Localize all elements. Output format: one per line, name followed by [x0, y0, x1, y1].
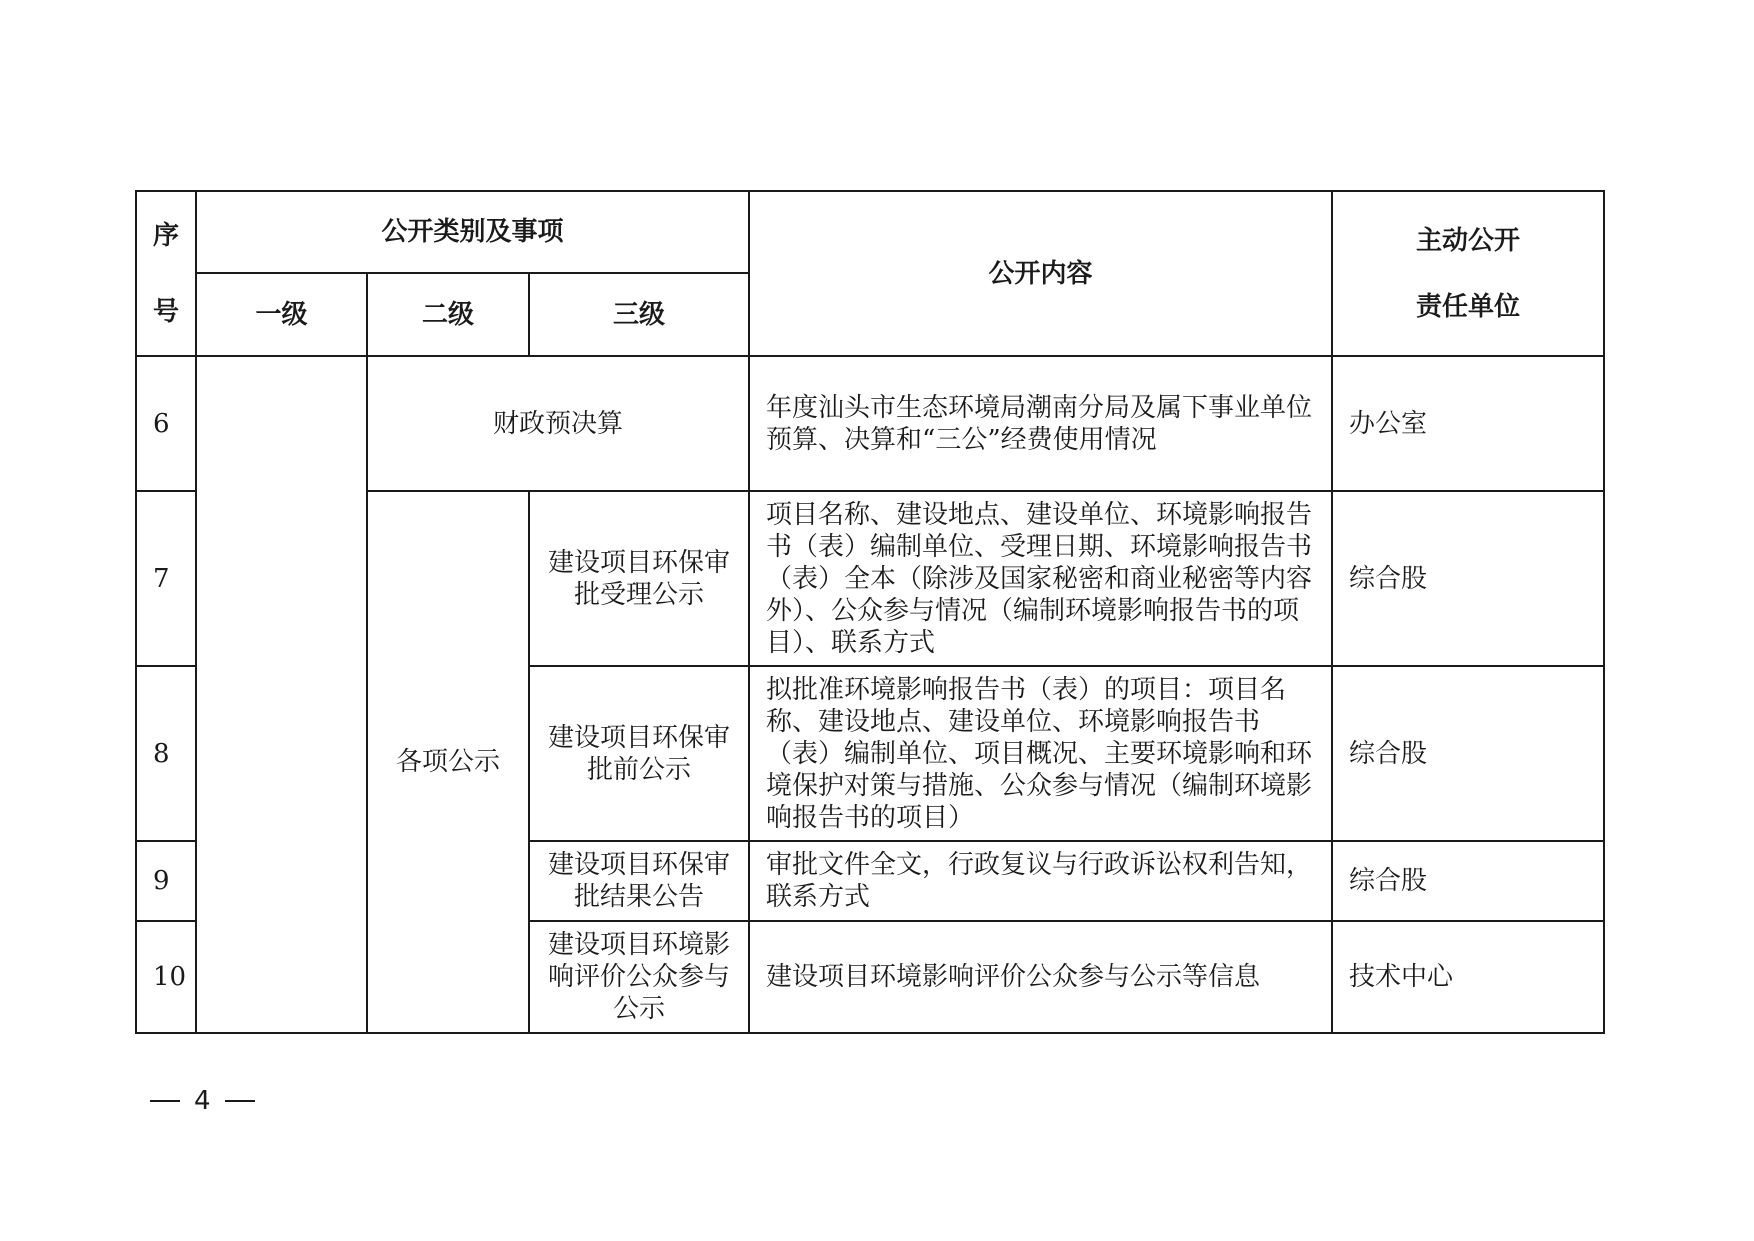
- disclosure-table: [135, 190, 1605, 1034]
- header-seq: [136, 191, 196, 356]
- row-number: 9: [136, 841, 196, 921]
- level3-cell: 建设项目环保审批前公示: [529, 666, 749, 841]
- table-row: [136, 356, 1604, 491]
- content-cell: 拟批准环境影响报告书（表）的项目：项目名称、建设地点、建设单位、环境影响报告书（表）编制单位、项目概况、主要环境影响和环境保护对策与措施、公众参与情况（编制环境影响报告书的项目）: [749, 666, 1332, 841]
- level2-cell: 财政预决算: [367, 356, 749, 491]
- row-number: 8: [136, 666, 196, 841]
- dash-right: [225, 1100, 255, 1102]
- header-seq-top: 序: [152, 220, 179, 251]
- unit-cell: 综合股: [1332, 491, 1604, 666]
- row-number: 10: [136, 921, 196, 1033]
- header-level2: 二级: [367, 273, 529, 356]
- header-level1: 一级: [196, 273, 367, 356]
- row-number: 6: [136, 356, 196, 491]
- level3-cell: 建设项目环保审批受理公示: [529, 491, 749, 666]
- level3-cell: 建设项目环保审批结果公告: [529, 841, 749, 921]
- level2-group-cell: 各项公示: [367, 491, 529, 1033]
- header-unit-top: 主动公开: [1416, 225, 1521, 256]
- header-category: 公开类别及事项: [196, 191, 749, 273]
- header-level3: 三级: [529, 273, 749, 356]
- page-footer: [150, 1086, 255, 1116]
- level1-cell: [196, 356, 367, 1033]
- header-content: 公开内容: [749, 191, 1332, 356]
- header-unit: [1332, 191, 1604, 356]
- content-cell: 年度汕头市生态环境局潮南分局及属下事业单位预算、决算和“三公”经费使用情况: [749, 356, 1332, 491]
- level3-cell: 建设项目环境影响评价公众参与公示: [529, 921, 749, 1033]
- unit-cell: 办公室: [1332, 356, 1604, 491]
- unit-cell: 技术中心: [1332, 921, 1604, 1033]
- header-unit-bottom: 责任单位: [1416, 291, 1521, 322]
- dash-left: [150, 1100, 180, 1102]
- content-cell: 审批文件全文，行政复议与行政诉讼权利告知，联系方式: [749, 841, 1332, 921]
- content-cell: 项目名称、建设地点、建设单位、环境影响报告书（表）编制单位、受理日期、环境影响报告书（表）全本（除涉及国家秘密和商业秘密等内容外）、公众参与情况（编制环境影响报告书的项目）、联系方式: [749, 491, 1332, 666]
- content-cell: 建设项目环境影响评价公众参与公示等信息: [749, 921, 1332, 1033]
- unit-cell: 综合股: [1332, 666, 1604, 841]
- header-seq-bottom: 号: [152, 296, 179, 327]
- row-number: 7: [136, 491, 196, 666]
- page-number: 4: [194, 1086, 211, 1116]
- unit-cell: 综合股: [1332, 841, 1604, 921]
